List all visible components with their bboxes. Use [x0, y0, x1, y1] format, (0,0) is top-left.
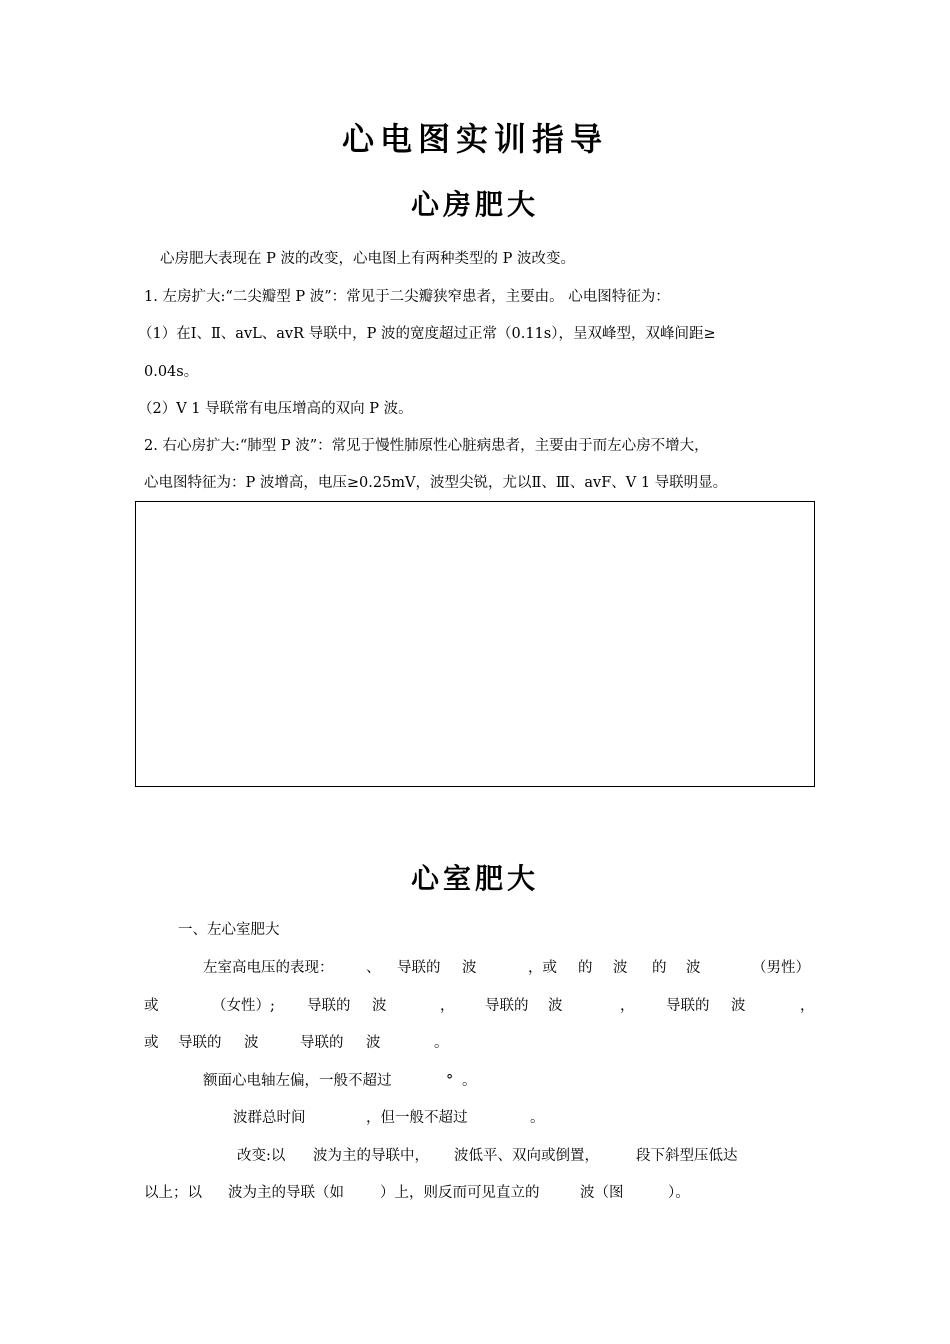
page-title: 心电图实训指导	[341, 120, 608, 158]
item-left-atrial: 1. 左房扩大:“二尖瓣型 P 波”：常见于二尖瓣狭窄患者，主要由。 心电图特征为：	[144, 289, 670, 305]
text-fragment: 导联的	[485, 998, 529, 1014]
text-fragment: 波群总时间	[233, 1110, 306, 1126]
item-left-atrial-criterion-2: （2）V 1 导联常有电压增高的双向 P 波。	[138, 401, 413, 417]
text-fragment: 波	[366, 1035, 381, 1051]
text-fragment: 。	[530, 1110, 545, 1126]
item-left-atrial-criterion-1-cont: 0.04s。	[144, 364, 199, 380]
text-fragment: 波	[686, 960, 701, 976]
text-fragment: 以上；以	[144, 1185, 202, 1201]
text-fragment: ，或	[528, 960, 557, 976]
text-fragment: 波	[244, 1035, 259, 1051]
text-fragment: （男性）	[752, 960, 810, 976]
text-fragment: 导联的	[178, 1035, 222, 1051]
text-fragment: 的	[652, 960, 667, 976]
text-fragment: （女性）;	[212, 998, 275, 1014]
text-fragment: 额面心电轴左偏，一般不超过	[203, 1073, 392, 1089]
text-fragment: 波	[548, 998, 563, 1014]
text-fragment: 导联的	[300, 1035, 344, 1051]
text-fragment: 波为主的导联中，	[313, 1148, 429, 1164]
text-fragment: ）上，则反而可见直立的	[380, 1185, 540, 1201]
text-fragment: 波（图	[580, 1185, 624, 1201]
text-fragment: 波低平、双向或倒置，	[454, 1148, 599, 1164]
lvh-axis-line	[0, 1071, 950, 1091]
lvh-voltage-line3	[0, 1033, 950, 1053]
text-fragment: 。	[462, 1073, 477, 1089]
lvh-st-t-line2	[0, 1183, 950, 1203]
item-right-atrial: 2. 右心房扩大:“肺型 P 波”：常见于慢性肺原性心脏病患者，主要由于而左心房不增大，	[144, 438, 709, 454]
figure-placeholder-box	[135, 501, 815, 787]
text-fragment: ，	[620, 998, 635, 1014]
text-fragment: ，	[800, 998, 815, 1014]
lvh-voltage-line2	[0, 996, 950, 1016]
lvh-qrs-duration-line	[0, 1108, 950, 1128]
text-fragment: 改变:以	[237, 1148, 286, 1164]
lvh-voltage-line1	[0, 958, 950, 978]
text-fragment: 波	[372, 998, 387, 1014]
text-fragment: 导联的	[307, 998, 351, 1014]
section-heading-ventricular: 心室肥大	[410, 862, 539, 895]
text-fragment: 波	[462, 960, 477, 976]
lvh-st-t-line1	[0, 1146, 950, 1166]
text-fragment: 、	[366, 960, 381, 976]
text-fragment: 的	[578, 960, 593, 976]
text-fragment: ）。	[668, 1185, 690, 1201]
text-fragment: 。	[434, 1035, 449, 1051]
text-fragment: 段下斜型压低达	[636, 1148, 738, 1164]
text-fragment: 波	[731, 998, 746, 1014]
item-left-atrial-criterion-1: （1）在Ⅰ、Ⅱ、avL、avR 导联中，P 波的宽度超过正常（0.11s），呈双峰型，双峰间距≥	[138, 326, 716, 342]
section-heading-atrial: 心房肥大	[410, 188, 539, 221]
subsection-left-ventricular: 一、左心室肥大	[178, 922, 280, 938]
text-fragment: 或	[144, 998, 159, 1014]
text-fragment: °	[446, 1073, 454, 1089]
text-fragment: 或	[144, 1035, 159, 1051]
text-fragment: 波	[613, 960, 628, 976]
text-fragment: 波为主的导联（如	[228, 1185, 344, 1201]
text-fragment: 左室高电压的表现：	[203, 960, 334, 976]
text-fragment: ，但一般不超过	[366, 1110, 468, 1126]
intro-paragraph: 心房肥大表现在 P 波的改变，心电图上有两种类型的 P 波改变。	[160, 251, 575, 267]
text-fragment: ，	[440, 998, 455, 1014]
item-right-atrial-cont: 心电图特征为：P 波增高，电压≥0.25mV，波型尖锐，尤以Ⅱ、Ⅲ、avF、V 1 导联明显。	[144, 475, 728, 491]
text-fragment: 导联的	[397, 960, 441, 976]
text-fragment: 导联的	[666, 998, 710, 1014]
